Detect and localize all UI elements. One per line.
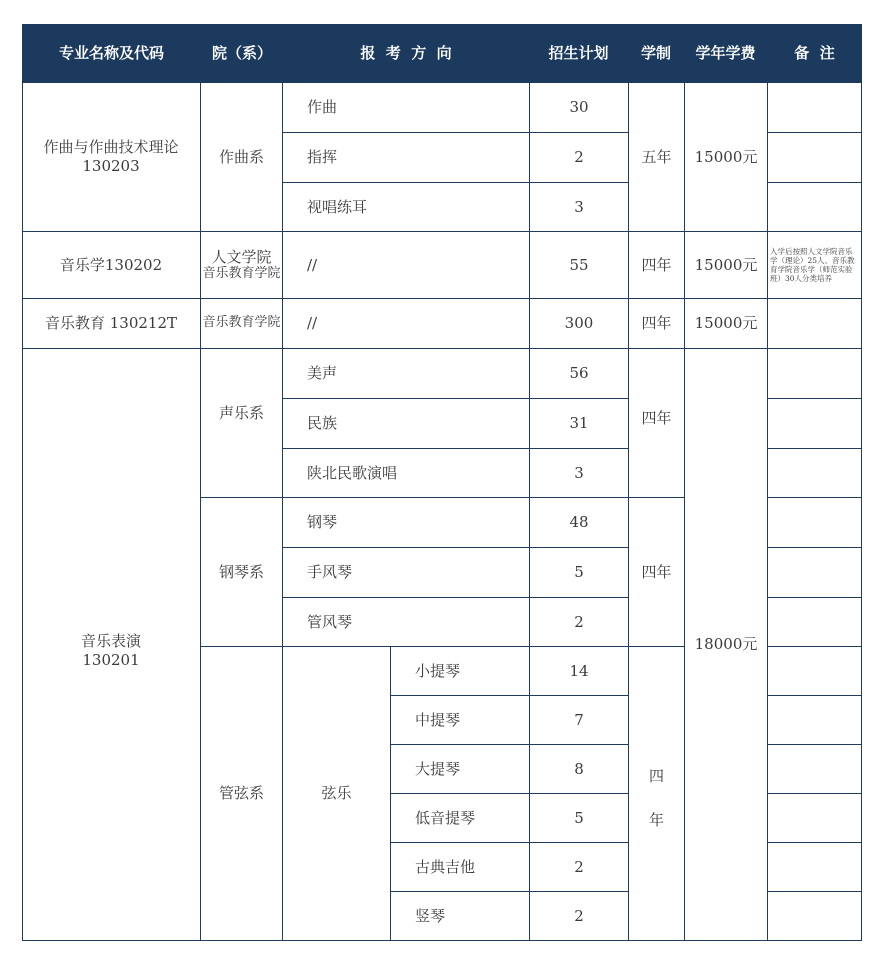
note-cell [768, 843, 862, 892]
note-cell [768, 696, 862, 745]
plan-cell: 56 [530, 349, 629, 399]
music-education-plan: 300 [530, 299, 629, 349]
header-years: 学制 [640, 44, 671, 62]
plan-cell: 48 [530, 498, 629, 548]
direction-cell: 作曲 [283, 83, 530, 133]
note-cell [768, 548, 862, 598]
direction-cell: 竖琴 [391, 892, 530, 941]
direction-cell: 美声 [283, 349, 530, 399]
note-cell [768, 399, 862, 449]
piano-years: 四年 [629, 498, 685, 647]
header-plan: 招生计划 [548, 44, 609, 62]
direction-cell: 陕北民歌演唱 [283, 449, 530, 498]
plan-cell: 2 [530, 133, 629, 183]
note-cell [768, 498, 862, 548]
orchestra-years-top: 四 [648, 767, 664, 785]
music-education-years: 四年 [629, 299, 685, 349]
note-cell [768, 892, 862, 941]
vocal-dept: 声乐系 [201, 349, 283, 498]
note-cell [768, 794, 862, 843]
composition-dept: 作曲系 [201, 83, 283, 232]
musicology-note: 入学后按照人文学院音乐学（理论）25人、音乐教育学院音乐学（师范实验班）30人分类培养 [768, 232, 862, 299]
header-fee: 学年学费 [695, 44, 756, 62]
direction-cell: 低音提琴 [391, 794, 530, 843]
note-cell [768, 183, 862, 232]
direction-cell: 小提琴 [391, 647, 530, 696]
plan-cell: 5 [530, 794, 629, 843]
composition-years: 五年 [629, 83, 685, 232]
direction-cell: 古典吉他 [391, 843, 530, 892]
musicology-fee: 15000元 [685, 232, 768, 299]
performance-major-cell [22, 349, 201, 941]
note-cell [768, 745, 862, 794]
musicology-years: 四年 [629, 232, 685, 299]
note-cell [768, 647, 862, 696]
strings-group: 弦乐 [283, 647, 391, 941]
composition-code: 130203 [82, 157, 140, 175]
direction-cell: 视唱练耳 [283, 183, 530, 232]
musicology-dept-cell [201, 232, 283, 299]
vocal-years: 四年 [629, 349, 685, 498]
direction-cell: 钢琴 [283, 498, 530, 548]
plan-cell: 30 [530, 83, 629, 133]
header-major: 专业名称及代码 [58, 44, 164, 62]
plan-cell: 5 [530, 548, 629, 598]
music-education-direction: // [283, 299, 530, 349]
note-cell [768, 349, 862, 399]
plan-cell: 31 [530, 399, 629, 449]
composition-fee: 15000元 [685, 83, 768, 232]
musicology-major: 音乐学130202 [22, 232, 201, 299]
plan-cell: 2 [530, 598, 629, 647]
orchestra-dept: 管弦系 [201, 647, 283, 941]
note-cell [768, 299, 862, 349]
note-cell [768, 133, 862, 183]
direction-cell: 管风琴 [283, 598, 530, 647]
musicology-plan: 55 [530, 232, 629, 299]
plan-cell: 7 [530, 696, 629, 745]
music-education-dept: 音乐教育学院 [201, 299, 283, 349]
orchestra-years-bottom: 年 [648, 810, 664, 829]
note-cell [768, 83, 862, 133]
direction-cell: 指挥 [283, 133, 530, 183]
performance-major: 音乐表演 [80, 631, 141, 650]
composition-major-cell [22, 83, 201, 232]
musicology-dept-2: 音乐教育学院 [202, 266, 281, 282]
direction-cell: 民族 [283, 399, 530, 449]
music-education-fee: 15000元 [685, 299, 768, 349]
plan-cell: 2 [530, 843, 629, 892]
piano-dept: 钢琴系 [201, 498, 283, 647]
plan-cell: 14 [530, 647, 629, 696]
music-education-major: 音乐教育 130212T [22, 299, 201, 349]
note-cell [768, 598, 862, 647]
musicology-dept-1: 人文学院 [211, 247, 272, 266]
performance-fee: 18000元 [685, 349, 768, 941]
plan-cell: 3 [530, 183, 629, 232]
plan-cell: 3 [530, 449, 629, 498]
musicology-direction: // [283, 232, 530, 299]
orchestra-years-cell [629, 647, 685, 941]
direction-cell: 手风琴 [283, 548, 530, 598]
note-cell [768, 449, 862, 498]
direction-cell: 中提琴 [391, 696, 530, 745]
header-dept: 院（系） [211, 44, 272, 62]
plan-cell: 2 [530, 892, 629, 941]
composition-major: 作曲与作曲技术理论 [43, 138, 179, 157]
direction-cell: 大提琴 [391, 745, 530, 794]
table-header [22, 24, 862, 83]
header-direction: 报 考 方 向 [360, 44, 452, 62]
plan-cell: 8 [530, 745, 629, 794]
performance-code: 130201 [82, 650, 140, 669]
header-note: 备 注 [794, 44, 835, 62]
